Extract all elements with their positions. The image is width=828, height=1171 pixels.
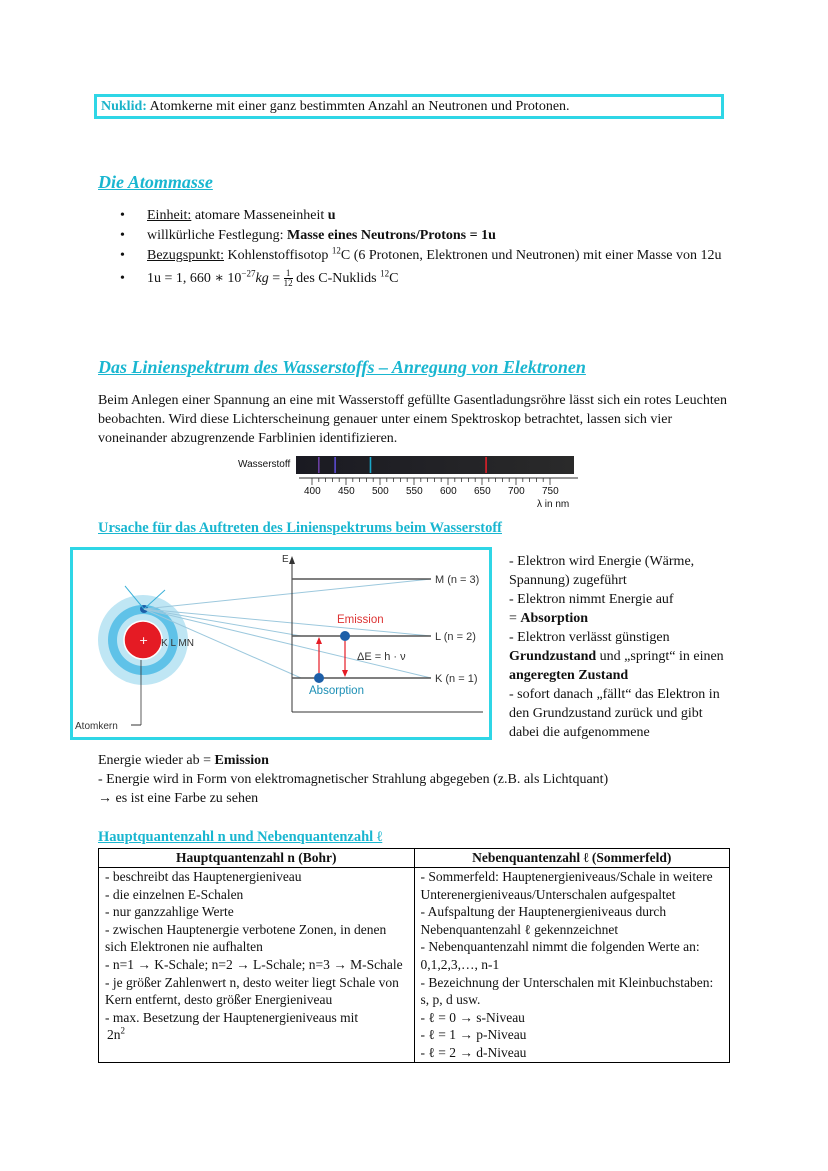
side-line: Grundzustand und „springt“ in einen angeregten Zustand xyxy=(509,649,724,683)
level-k-label: K (n = 1) xyxy=(435,673,478,685)
emission-label: Emission xyxy=(337,614,384,626)
svg-text:+: + xyxy=(139,634,149,647)
table-cell-line: - ℓ = 2 → d-Niveau xyxy=(420,1044,527,1060)
table-cell-line: - nur ganzzahlige Werte xyxy=(105,904,234,920)
tick-label: 400 xyxy=(304,486,321,497)
table-cell-line: - Nebenquantenzahl nimmt die folgenden Werte an: 0,1,2,3,…, n-1 xyxy=(420,939,700,972)
tick-label: 600 xyxy=(440,486,457,497)
axis-unit: λ in nm xyxy=(537,499,570,510)
quantenzahl-table xyxy=(98,848,730,1063)
tick-label: 650 xyxy=(474,486,491,497)
list-item: • Einheit: atomare Masseneinheit u xyxy=(98,206,728,225)
e-axis-label: E xyxy=(282,554,289,565)
delta-e-label: ΔE = h · ν xyxy=(357,651,406,663)
tick-label: 700 xyxy=(508,486,525,497)
list-item: • willkürliche Festlegung: Masse eines Neutrons/Protons = 1u xyxy=(98,226,728,245)
side-text xyxy=(509,552,724,742)
atomkern-label: Atomkern xyxy=(75,721,118,732)
table-cell-haupt: - beschreibt das Hauptenergieniveau - die einzelnen E-Schalen - nur ganzzahlige Werte - zwischen Hauptenergie verbotene Zonen, in denen sich Elektronen nie aufhalten - n=1 → K-Schale; n=2 → L-Schale; n=3 → M-Schale - je größer Zahlenwert n, desto weiter liegt Schale von Kern entfernt, desto größer Energieniveau - max. Besetzung der Hauptenergieniveaus mit $2n^2$ xyxy=(99,868,415,1063)
heading-ursache: Ursache für das Auftreten des Linienspektrums beim Wasserstoff xyxy=(98,520,502,536)
continuation-text: Energie wieder ab = Emission - Energie wird in Form von elektromagnetischer Strahlung abgegeben (z.B. als Lichtquant) → es ist eine Farbe zu sehen xyxy=(98,753,609,806)
spectrum-strip xyxy=(296,456,574,474)
table-cell-neben xyxy=(414,868,730,1063)
level-m-label: M (n = 3) xyxy=(435,574,480,586)
table-cell-line: - je größer Zahlenwert n, desto weiter liegt Schale von Kern entfernt, desto größer Energieniveau xyxy=(105,974,399,1008)
table-cell-line: - n=1 → K-Schale; n=2 → L-Schale; n=3 → M-Schale xyxy=(105,956,403,972)
definition-text: Atomkerne mit einer ganz bestimmten Anzahl an Neutronen und Protonen. xyxy=(146,99,570,114)
tick-label: 450 xyxy=(338,486,355,497)
electron-excited xyxy=(340,631,350,641)
heading-quantenzahlen: Hauptquantenzahl n und Nebenquantenzahl ℓ xyxy=(98,829,383,845)
atommasse-list xyxy=(98,206,728,289)
tick-label: 750 xyxy=(542,486,559,497)
table-cell-line: - Sommerfeld: Hauptenergieniveaus/Schale in weitere Unterenergieniveaus/Unterschalen aufgespaltet xyxy=(420,869,713,902)
side-line: = Absorption xyxy=(509,611,589,626)
shells-label: K L MN xyxy=(161,638,194,649)
absorption-label: Absorption xyxy=(309,685,364,697)
side-line: - Elektron nimmt Energie auf xyxy=(509,592,674,607)
side-line: - sofort danach „fällt“ das Elektron in den Grundzustand zurück und gibt dabei die aufgenommene xyxy=(509,687,720,740)
heading-linienspektrum: Das Linienspektrum des Wasserstoffs – Anregung von Elektronen xyxy=(98,357,586,377)
tick-labels xyxy=(296,486,586,500)
side-line: - Elektron verlässt günstigen xyxy=(509,630,670,645)
energy-diagram-box xyxy=(70,547,492,740)
table-cell-line: - ℓ = 1 → p-Niveau xyxy=(420,1027,527,1043)
table-cell-line: - zwischen Hauptenergie verbotene Zonen, in denen sich Elektronen nie aufhalten xyxy=(105,921,387,955)
definition-box xyxy=(94,94,724,119)
side-line: - Elektron wird Energie (Wärme, Spannung) zugeführt xyxy=(509,554,695,588)
col-header: Hauptquantenzahl n (Bohr) xyxy=(99,849,415,868)
table-cell-line: - beschreibt das Hauptenergieniveau xyxy=(105,869,302,884)
spectrum-label: Wasserstoff xyxy=(238,459,291,470)
level-l-label: L (n = 2) xyxy=(435,631,476,643)
list-item: • 1u = 1, 660 ∗ $10^{-27}kg$ = $\frac{1}{12}$ des C-Nuklids $^{12}$C xyxy=(98,269,728,288)
spektrum-paragraph: Beim Anlegen einer Spannung an eine mit Wasserstoff gefüllte Gasentladungsröhre lässt sich ein rotes Leuchten beobachten. Wird diese Lichterscheinung genauer unter einem Spektroskop betrachtet, lassen sich vier voneinander abzugrenzende Farblinien identifizieren. xyxy=(98,393,727,446)
table-cell-line: - die einzelnen E-Schalen xyxy=(105,886,244,902)
heading-atommasse: Die Atommasse xyxy=(98,172,213,192)
electron-ground xyxy=(314,673,324,683)
list-item: • Bezugspunkt: Kohlenstoffisotop $^{12}$C (6 Protonen, Elektronen und Neutronen) mit einer Masse von 12u xyxy=(98,246,728,265)
definition-term: Nuklid: xyxy=(101,99,147,114)
col-header: Nebenquantenzahl ℓ (Sommerfeld) xyxy=(414,849,730,868)
tick-label: 550 xyxy=(406,486,423,497)
table-cell-line: - Aufspaltung der Hauptenergieniveaus durch Nebenquantenzahl ℓ gekennzeichnet xyxy=(420,904,667,937)
tick-label: 500 xyxy=(372,486,389,497)
table-cell-line: - Bezeichnung der Unterschalen mit Kleinbuchstaben: s, p, d usw. xyxy=(420,974,714,1008)
table-cell-line: - max. Besetzung der Hauptenergieniveaus mit xyxy=(105,1009,359,1025)
energy-diagram xyxy=(73,550,489,737)
table-cell-line: - ℓ = 0 → s-Niveau xyxy=(420,1009,525,1025)
